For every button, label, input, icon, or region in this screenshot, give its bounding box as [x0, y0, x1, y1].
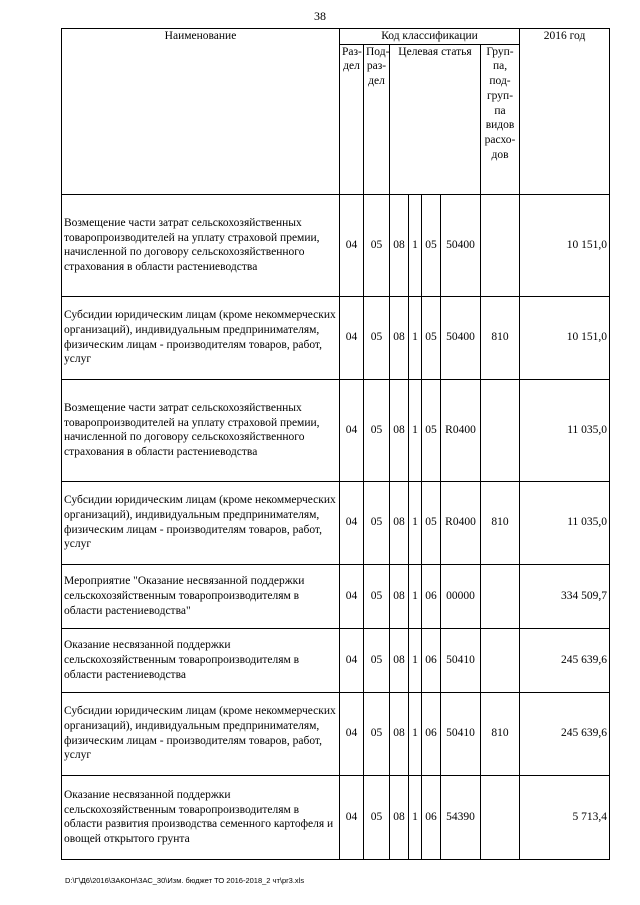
- row-expense-group: 810: [481, 692, 520, 775]
- header-section: Раз- дел: [340, 44, 364, 194]
- row-section: 04: [340, 194, 364, 296]
- row-target-part-2: 1: [409, 564, 422, 628]
- row-expense-group: [481, 379, 520, 481]
- row-target-part-3: 05: [422, 296, 441, 379]
- row-name: Субсидии юридическим лицам (кроме некоммерческих организаций), индивидуальным предпринимателям, физическим лицам - производителям товаров, работ, услуг: [62, 692, 340, 775]
- row-amount: 11 035,0: [520, 481, 610, 564]
- row-subsection: 05: [364, 628, 390, 692]
- row-target-part-1: 08: [390, 296, 409, 379]
- row-target-part-1: 08: [390, 194, 409, 296]
- row-name: Возмещение части затрат сельскохозяйственных товаропроизводителей на уплату страховой премии, начисленной по договору сельскохозяйственного страхования в области растениеводства: [62, 194, 340, 296]
- table-row: [62, 564, 610, 628]
- table-row: [62, 481, 610, 564]
- row-target-part-4: 50400: [441, 296, 481, 379]
- row-section: 04: [340, 692, 364, 775]
- row-expense-group: [481, 775, 520, 859]
- row-target-part-2: 1: [409, 379, 422, 481]
- row-expense-group: [481, 194, 520, 296]
- row-target-part-3: 05: [422, 481, 441, 564]
- row-section: 04: [340, 481, 364, 564]
- row-target-part-3: 05: [422, 194, 441, 296]
- row-target-part-2: 1: [409, 628, 422, 692]
- row-target-part-2: 1: [409, 296, 422, 379]
- row-target-part-4: 54390: [441, 775, 481, 859]
- row-target-part-3: 06: [422, 775, 441, 859]
- row-name: Субсидии юридическим лицам (кроме некоммерческих организаций), индивидуальным предпринимателям, физическим лицам - производителям товаров, работ, услуг: [62, 296, 340, 379]
- row-target-part-2: 1: [409, 692, 422, 775]
- row-target-part-4: R0400: [441, 379, 481, 481]
- row-name: Оказание несвязанной поддержки сельскохозяйственным товаропроизводителям в области развития производства семенного картофеля и овощей открытого грунта: [62, 775, 340, 859]
- row-target-part-4: 50410: [441, 692, 481, 775]
- row-name: Мероприятие "Оказание несвязанной поддержки сельскохозяйственным товаропроизводителям в области растениеводства": [62, 564, 340, 628]
- row-amount: 245 639,6: [520, 692, 610, 775]
- row-subsection: 05: [364, 379, 390, 481]
- table-row: [62, 194, 610, 296]
- header-subsection: Под- раз- дел: [364, 44, 390, 194]
- row-subsection: 05: [364, 564, 390, 628]
- row-target-part-1: 08: [390, 692, 409, 775]
- row-amount: 10 151,0: [520, 194, 610, 296]
- row-subsection: 05: [364, 296, 390, 379]
- row-target-part-2: 1: [409, 481, 422, 564]
- row-target-part-1: 08: [390, 481, 409, 564]
- row-target-part-3: 06: [422, 628, 441, 692]
- row-target-part-1: 08: [390, 564, 409, 628]
- row-expense-group: 810: [481, 296, 520, 379]
- row-subsection: 05: [364, 194, 390, 296]
- row-name: Возмещение части затрат сельскохозяйственных товаропроизводителей на уплату страховой премии, начисленной по договору сельскохозяйственного страхования в области растениеводства: [62, 379, 340, 481]
- table-row: [62, 692, 610, 775]
- row-target-part-4: R0400: [441, 481, 481, 564]
- row-subsection: 05: [364, 775, 390, 859]
- budget-table: [61, 28, 610, 860]
- footer-file-path: D:\Г\Д6\2016\ЗАКОН\ЗАС_30\Изм. бюджет ТО 2016-2018_2 чт\pr3.xls: [65, 876, 305, 885]
- row-subsection: 05: [364, 692, 390, 775]
- header-name: Наименование: [62, 29, 340, 195]
- row-expense-group: [481, 564, 520, 628]
- row-name: Субсидии юридическим лицам (кроме некоммерческих организаций), индивидуальным предпринимателям, физическим лицам - производителям товаров, работ, услуг: [62, 481, 340, 564]
- header-classification: Код классификации: [340, 29, 520, 45]
- row-section: 04: [340, 564, 364, 628]
- row-subsection: 05: [364, 481, 390, 564]
- row-amount: 5 713,4: [520, 775, 610, 859]
- row-name: Оказание несвязанной поддержки сельскохозяйственным товаропроизводителям в области растениеводства: [62, 628, 340, 692]
- row-amount: 334 509,7: [520, 564, 610, 628]
- page-number: 38: [314, 9, 326, 23]
- table-row: [62, 775, 610, 859]
- row-section: 04: [340, 296, 364, 379]
- table-row: [62, 379, 610, 481]
- row-section: 04: [340, 379, 364, 481]
- row-target-part-3: 06: [422, 692, 441, 775]
- row-expense-group: [481, 628, 520, 692]
- row-amount: 245 639,6: [520, 628, 610, 692]
- row-target-part-2: 1: [409, 194, 422, 296]
- table-row: [62, 296, 610, 379]
- row-target-part-4: 50410: [441, 628, 481, 692]
- row-target-part-1: 08: [390, 379, 409, 481]
- row-target-part-4: 50400: [441, 194, 481, 296]
- row-section: 04: [340, 628, 364, 692]
- row-target-part-1: 08: [390, 775, 409, 859]
- row-section: 04: [340, 775, 364, 859]
- row-amount: 10 151,0: [520, 296, 610, 379]
- row-target-part-3: 05: [422, 379, 441, 481]
- row-target-part-3: 06: [422, 564, 441, 628]
- row-target-part-2: 1: [409, 775, 422, 859]
- row-expense-group: 810: [481, 481, 520, 564]
- row-target-part-4: 00000: [441, 564, 481, 628]
- header-year: 2016 год: [520, 29, 610, 195]
- table-row: [62, 628, 610, 692]
- row-target-part-1: 08: [390, 628, 409, 692]
- header-expense-group: Груп- па, под- груп- па видов расхо- дов: [481, 44, 520, 194]
- row-amount: 11 035,0: [520, 379, 610, 481]
- header-target-article: Целевая статья: [390, 44, 481, 194]
